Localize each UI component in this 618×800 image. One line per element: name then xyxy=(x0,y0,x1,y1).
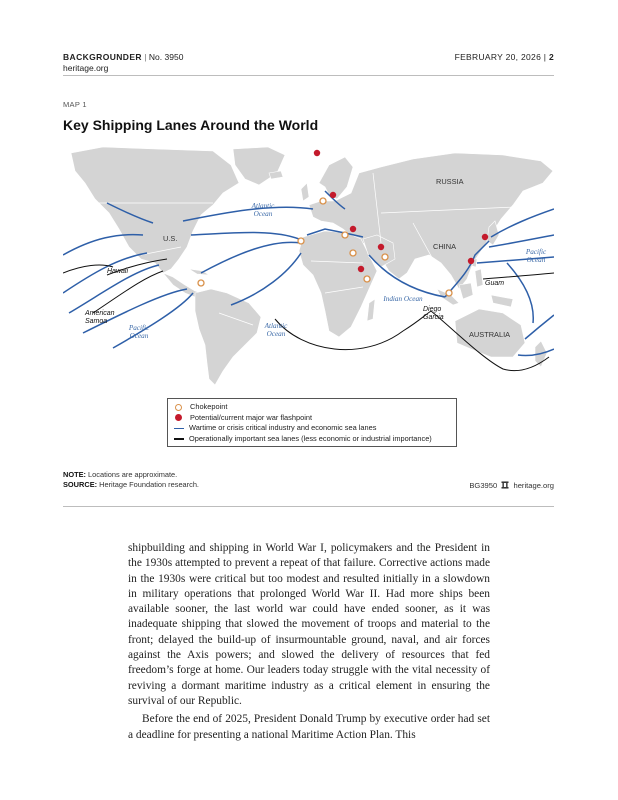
north-america xyxy=(71,147,239,273)
note-label: NOTE: xyxy=(63,470,86,479)
critical-lane xyxy=(231,253,301,305)
map-legend xyxy=(167,398,457,447)
greenland xyxy=(233,147,285,185)
map-label: MAP 1 xyxy=(63,100,87,109)
map-notes xyxy=(63,470,199,491)
south-america xyxy=(195,289,261,385)
label-pacific-east-1: Pacific xyxy=(525,248,547,256)
chokepoint-marker xyxy=(446,290,452,296)
critical-lane xyxy=(507,263,533,323)
source-text: Heritage Foundation research. xyxy=(97,480,199,490)
label-atlantic-north-2: Ocean xyxy=(253,210,273,218)
header-rule xyxy=(63,75,554,76)
critical-lane xyxy=(201,242,301,273)
label-us: U.S. xyxy=(163,234,178,243)
critical-lane xyxy=(191,233,299,240)
chokepoint-icon xyxy=(175,404,182,411)
legend-flashpoint-label: Potential/current major war flashpoint xyxy=(190,412,313,422)
chokepoint-marker xyxy=(342,232,348,238)
flashpoint-marker xyxy=(330,192,336,198)
africa xyxy=(299,231,377,337)
article-body xyxy=(128,541,490,743)
label-pacific-east-2: Ocean xyxy=(526,256,546,264)
label-hawaii: Hawaii xyxy=(107,268,129,275)
flashpoint-marker xyxy=(378,244,384,250)
label-pacific-west-2: Ocean xyxy=(129,332,149,340)
report-number: No. 3950 xyxy=(148,52,184,62)
flashpoint-marker xyxy=(358,266,364,272)
body-paragraph: Before the end of 2025, President Donald Trump by executive order had set a deadline for presenting a national Maritime Action Plan. This xyxy=(128,713,490,741)
header-right xyxy=(455,52,554,62)
new-guinea xyxy=(491,295,513,307)
site-link[interactable]: heritage.org xyxy=(63,63,109,73)
series-name: BACKGROUNDER xyxy=(63,52,142,62)
scandinavia xyxy=(319,157,353,199)
header-separator: | xyxy=(144,52,147,62)
label-atlantic-south-1: Atlantic xyxy=(264,322,288,330)
black-line-icon xyxy=(174,438,184,439)
legend-chokepoint xyxy=(174,402,450,413)
label-australia: AUSTRALIA xyxy=(469,330,511,339)
chokepoint-marker xyxy=(350,250,356,256)
label-guam: Guam xyxy=(485,280,505,287)
body-paragraph: shipbuilding and shipping in World War I, policymakers and the President in the 1930s attempted to prevent a repeat of that failure. Corrective actions made in the 1930s were critical but too modest and resulted initially in a slowdown in military operations that prolonged World War II. Had more ships been available sooner, the last world war could have ended sooner, as it was inadequate shipping that slowed the movement of troops and material to the front; delayed the build-up of insurmountable ground, naval, and air forces against the Axis powers; and slowed the delivery of resources that fed freedom’s forge at home. Our leaders today struggle with the vital necessity of reviving a dormant maritime industry as a critical element in ensuring the survival of our Republic. xyxy=(128,542,490,707)
blue-line-icon xyxy=(174,428,184,430)
legend-critical-label: Wartime or crisis critical industry and economic sea lanes xyxy=(189,423,377,433)
critical-lane xyxy=(63,253,147,293)
chokepoint-marker xyxy=(320,198,326,204)
heritage-logo-icon xyxy=(501,481,509,489)
label-atlantic-south-2: Ocean xyxy=(266,330,286,338)
flashpoint-marker xyxy=(350,226,356,232)
header-separator-2: | xyxy=(543,52,547,62)
critical-lane xyxy=(113,293,193,348)
note-text: Locations are approximate. xyxy=(86,470,178,479)
critical-lane xyxy=(489,235,554,247)
legend-critical-lanes xyxy=(174,423,450,434)
legend-operational-lanes xyxy=(174,434,450,445)
flashpoint-icon xyxy=(175,414,182,421)
legend-operational-label: Operationally important sea lanes (less economic or industrial importance) xyxy=(189,433,432,443)
label-pacific-west-1: Pacific xyxy=(128,324,150,332)
flashpoint-marker xyxy=(314,150,320,156)
flashpoint-marker xyxy=(468,258,474,264)
chokepoint-marker xyxy=(298,238,304,244)
philippines xyxy=(475,269,483,287)
operational-lane xyxy=(63,265,113,273)
label-diego-garcia-2: Garcia xyxy=(423,314,444,321)
label-american-samoa-1: American xyxy=(85,310,115,317)
madagascar xyxy=(367,299,375,321)
map-credit xyxy=(469,481,554,490)
source-line xyxy=(63,480,199,490)
indonesia-borneo xyxy=(459,283,473,299)
chokepoint-marker xyxy=(198,280,204,286)
label-china: CHINA xyxy=(433,242,456,251)
landmasses xyxy=(71,147,553,385)
uk xyxy=(301,183,309,201)
page-number: 2 xyxy=(548,52,554,62)
chokepoint-marker xyxy=(382,254,388,260)
label-indian-ocean: Indian Ocean xyxy=(383,295,423,303)
header-left xyxy=(63,52,183,74)
critical-lane xyxy=(525,315,554,339)
note-line xyxy=(63,470,199,480)
label-american-samoa-2: Samoa xyxy=(85,318,108,325)
publish-date: FEBRUARY 20, 2026 xyxy=(454,52,542,62)
label-diego-garcia-1: Diego xyxy=(423,306,442,313)
legend-flashpoint xyxy=(174,413,450,424)
flashpoint-marker xyxy=(482,234,488,240)
label-russia: RUSSIA xyxy=(436,177,464,186)
shipping-lanes-map xyxy=(63,143,554,393)
label-atlantic-north-1: Atlantic xyxy=(251,202,275,210)
source-label: SOURCE: xyxy=(63,480,98,490)
map-bottom-rule xyxy=(63,506,554,507)
credit-site[interactable]: heritage.org xyxy=(513,481,554,490)
map-title: Key Shipping Lanes Around the World xyxy=(63,117,319,133)
chokepoint-marker xyxy=(364,276,370,282)
credit-code: BG3950 xyxy=(469,481,498,490)
legend-chokepoint-label: Chokepoint xyxy=(190,402,228,411)
